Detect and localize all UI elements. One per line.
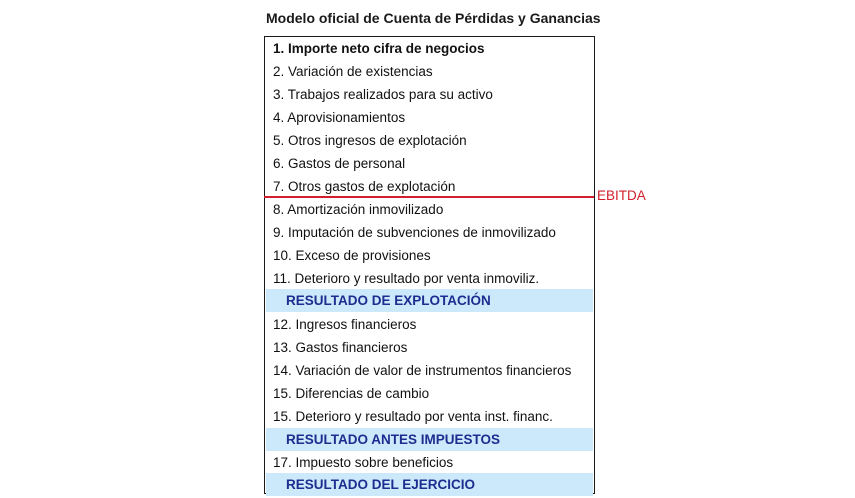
ebitda-divider-line — [264, 196, 594, 198]
line-item-row: 7. Otros gastos de explotación — [273, 179, 456, 194]
line-item-row: 17. Impuesto sobre beneficios — [273, 455, 454, 470]
line-item-row: 8. Amortización inmovilizado — [273, 202, 444, 217]
line-item-row: 13. Gastos financieros — [273, 340, 408, 355]
line-item-row: 6. Gastos de personal — [273, 156, 406, 171]
line-item-row: 4. Aprovisionamientos — [273, 110, 406, 125]
result-row: RESULTADO ANTES IMPUESTOS — [266, 428, 593, 451]
income-statement-table — [264, 36, 595, 494]
ebitda-label: EBITDA — [597, 188, 646, 203]
result-row: RESULTADO DEL EJERCICIO — [266, 473, 593, 496]
line-item-row: 15. Deterioro y resultado por venta inst. financ. — [273, 409, 553, 424]
line-item-row: 9. Imputación de subvenciones de inmovilizado — [273, 225, 556, 240]
line-item-row: 14. Variación de valor de instrumentos financieros — [273, 363, 572, 378]
line-item-row: 3. Trabajos realizados para su activo — [273, 87, 493, 102]
line-item-row: 2. Variación de existencias — [273, 64, 433, 79]
line-item-row: 12. Ingresos financieros — [273, 317, 417, 332]
line-item-row: 1. Importe neto cifra de negocios — [273, 41, 485, 56]
line-item-row: 5. Otros ingresos de explotación — [273, 133, 467, 148]
line-item-row: 15. Diferencias de cambio — [273, 386, 430, 401]
line-item-row: 11. Deterioro y resultado por venta inmoviliz. — [273, 271, 540, 286]
line-item-row: 10. Exceso de provisiones — [273, 248, 431, 263]
page-title: Modelo oficial de Cuenta de Pérdidas y Ganancias — [266, 10, 601, 26]
result-row: RESULTADO DE EXPLOTACIÓN — [266, 289, 593, 312]
